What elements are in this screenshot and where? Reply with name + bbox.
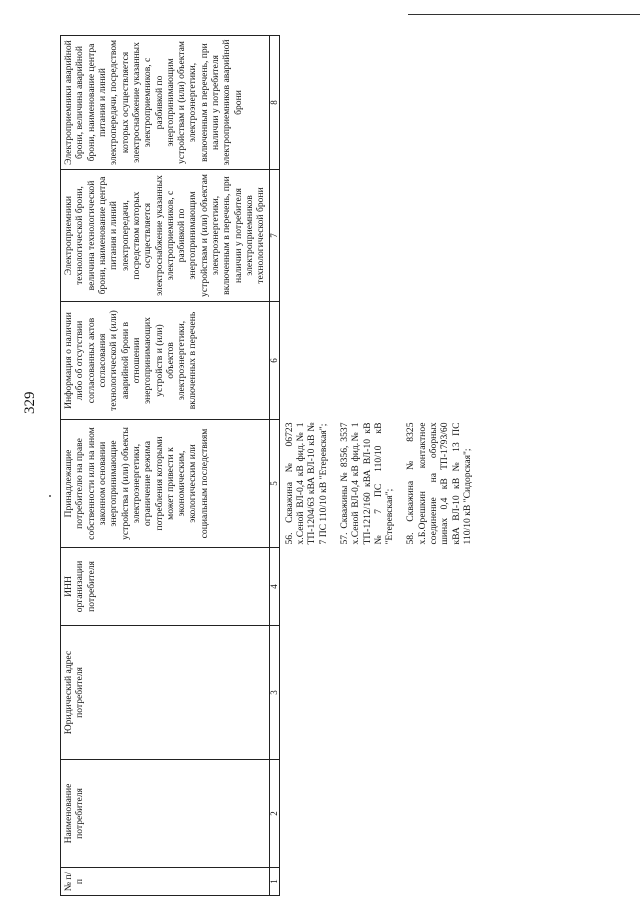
column-number: 6 bbox=[269, 302, 279, 420]
header-cell: Информация о наличии либо об отсутствии согласованных актов согласования технологической и (или) аварийной брони в отношении энергопринимающих устройств и (или) объектов электроэнергетики, включенных в перечень bbox=[61, 302, 270, 420]
header-cell: Наименование потребителя bbox=[61, 760, 270, 868]
column-number: 8 bbox=[269, 36, 279, 170]
header-row bbox=[61, 36, 270, 896]
column-number: 2 bbox=[269, 760, 279, 868]
page-number: 329 bbox=[22, 391, 38, 414]
column-number: 4 bbox=[269, 548, 279, 626]
rotated-table-wrapper bbox=[60, 36, 473, 896]
header-cell: ИНН организации потребителя bbox=[61, 548, 270, 626]
column-number-row bbox=[269, 36, 279, 896]
header-cell: Электроприемники аварийной брони, величина аварийной брони, наименование центра питания и линий электропередачи, посредством которых осуществляется электроснабжение указанных электроприемников, с разбивкой по энергопринимающим устройствам и (или) объектам электроэнергетики, включенным в перечень, при наличии у потребителя электроприемников аварийной брони bbox=[61, 36, 270, 170]
header-cell: Электроприемники технологической брони, величина технологической брони, наименование центра питания и линий электропередачи, посредством которых осуществляется электроснабжение указанных электроприемников, с разбивкой по энергопринимающим устройствам и (или) объектам электроэнергетики, включенным в перечень, при наличии у потребителя электроприемников технологической брони bbox=[61, 170, 270, 302]
list-item: 57. Скважины № 8356, 3537 х.Сеной ВЛ-0,4 кВ фид.№ 1 ТП-1212/160 кВА ВЛ-10 кВ № 7 ПС 110/10 кВ "Етеревская"; bbox=[338, 422, 396, 545]
column-number: 7 bbox=[269, 170, 279, 302]
header-cell: Принадлежащие потребителю на праве собственности или на ином законном основании энергопринимающие устройства и (или) объекты электроэнергетики, ограничение режима потребления которыми может привести к экономическим, экологическим или социальным последствиям bbox=[61, 420, 270, 548]
list-item: 58. Скважина № 8325 х.Б.Орешкин контактное соединение на оборных шинах 0,4 кВ ТП-1793/60 кВА ВЛ-10 кВ № 13 ПС 110/10 кВ "Сидорская"; bbox=[405, 422, 473, 545]
consumers-table bbox=[60, 35, 485, 896]
column-number: 5 bbox=[269, 420, 279, 548]
column-number: 3 bbox=[269, 626, 279, 760]
header-cell: № п/п bbox=[61, 868, 270, 896]
list-item: 56. Скважина № 06723 х.Сеной ВЛ-0,4 кВ фид.№ 1 ТП-1204/63 кВА ВЛ-10 кВ № 7 ПС 110/10 кВ "Етеревская"; bbox=[283, 422, 329, 545]
data-row bbox=[279, 36, 485, 896]
column-number: 1 bbox=[269, 868, 279, 896]
scan-dot bbox=[49, 495, 51, 497]
entries-cell bbox=[279, 420, 485, 548]
header-cell: Юридический адрес потребителя bbox=[61, 626, 270, 760]
top-rule bbox=[408, 14, 640, 15]
